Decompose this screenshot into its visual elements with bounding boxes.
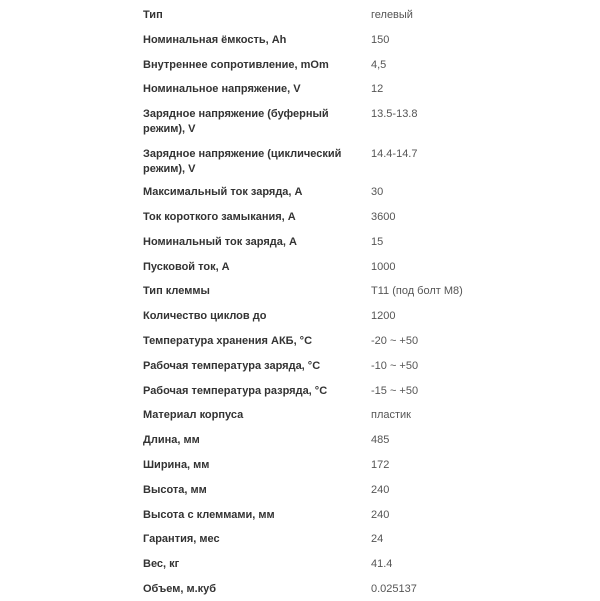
- spec-row: [143, 452, 583, 477]
- spec-label: Номинальный ток заряда, А: [143, 235, 297, 248]
- spec-label: Зарядное напряжение (циклический режим), V: [143, 148, 342, 176]
- spec-row: [143, 76, 583, 101]
- spec-value: 13.5-13.8: [371, 108, 418, 121]
- spec-label: Длина, мм: [143, 434, 200, 447]
- spec-value: 1000: [371, 260, 396, 273]
- spec-row: [143, 101, 583, 141]
- spec-label: Внутреннее сопротивление, mOm: [143, 58, 329, 71]
- spec-row: [143, 427, 583, 452]
- spec-label: Пусковой ток, А: [143, 260, 230, 273]
- spec-value: 3600: [371, 210, 396, 223]
- spec-label: Высота, мм: [143, 483, 207, 496]
- spec-value: 41.4: [371, 558, 393, 571]
- spec-label: Зарядное напряжение (буферный режим), V: [143, 108, 329, 136]
- spec-row: [143, 477, 583, 502]
- spec-label: Номинальное напряжение, V: [143, 83, 301, 96]
- spec-label: Тип: [143, 9, 163, 21]
- spec-label: Максимальный ток заряда, А: [143, 186, 303, 199]
- spec-row: [143, 204, 583, 229]
- spec-label: Гарантия, мес: [143, 533, 220, 546]
- spec-label: Ширина, мм: [143, 458, 210, 471]
- spec-label: Количество циклов до: [143, 310, 267, 323]
- spec-value: 15: [371, 235, 384, 248]
- spec-table: [143, 2, 583, 601]
- spec-row: [143, 179, 583, 204]
- spec-value: -15 ~ +50: [371, 384, 419, 397]
- spec-value: 24: [371, 533, 384, 546]
- spec-row: [143, 526, 583, 551]
- spec-label: Номинальная ёмкость, Ah: [143, 33, 287, 46]
- spec-label: Высота с клеммами, мм: [143, 508, 275, 521]
- spec-row: [143, 576, 583, 601]
- spec-row: [143, 27, 583, 52]
- spec-row: [143, 378, 583, 403]
- spec-row: [143, 353, 583, 378]
- spec-row: [143, 278, 583, 303]
- spec-row: [143, 551, 583, 576]
- spec-value: пластик: [371, 409, 411, 422]
- spec-label: Тип клеммы: [143, 285, 210, 298]
- spec-value: 485: [371, 434, 390, 447]
- spec-row: [143, 328, 583, 353]
- spec-value: -10 ~ +50: [371, 359, 419, 372]
- spec-row: [143, 303, 583, 328]
- spec-value: 240: [371, 508, 390, 521]
- spec-value: 4,5: [371, 58, 387, 71]
- spec-label: Рабочая температура заряда, °С: [143, 359, 321, 372]
- spec-value: 0.025137: [371, 582, 417, 595]
- spec-row: [143, 52, 583, 77]
- spec-row: [143, 2, 583, 27]
- spec-value: -20 ~ +50: [371, 334, 419, 347]
- spec-row: [143, 254, 583, 279]
- spec-row: [143, 402, 583, 427]
- spec-value: 14.4-14.7: [371, 148, 418, 161]
- spec-value: 1200: [371, 310, 396, 323]
- spec-row: [143, 229, 583, 254]
- spec-row: [143, 141, 583, 179]
- spec-value: 240: [371, 483, 390, 496]
- spec-label: Температура хранения АКБ, °С: [143, 334, 313, 347]
- spec-value: 12: [371, 83, 384, 96]
- spec-label: Материал корпуса: [143, 409, 244, 422]
- spec-row: [143, 502, 583, 527]
- spec-label: Объем, м.куб: [143, 582, 217, 595]
- spec-value: Т11 (под болт М8): [371, 285, 463, 298]
- spec-value: 150: [371, 33, 390, 46]
- spec-value: 172: [371, 458, 390, 471]
- spec-label: Вес, кг: [143, 558, 180, 571]
- spec-label: Ток короткого замыкания, А: [143, 210, 296, 223]
- spec-value: 30: [371, 186, 384, 199]
- spec-label: Рабочая температура разряда, °С: [143, 384, 328, 397]
- spec-value: гелевый: [371, 9, 413, 21]
